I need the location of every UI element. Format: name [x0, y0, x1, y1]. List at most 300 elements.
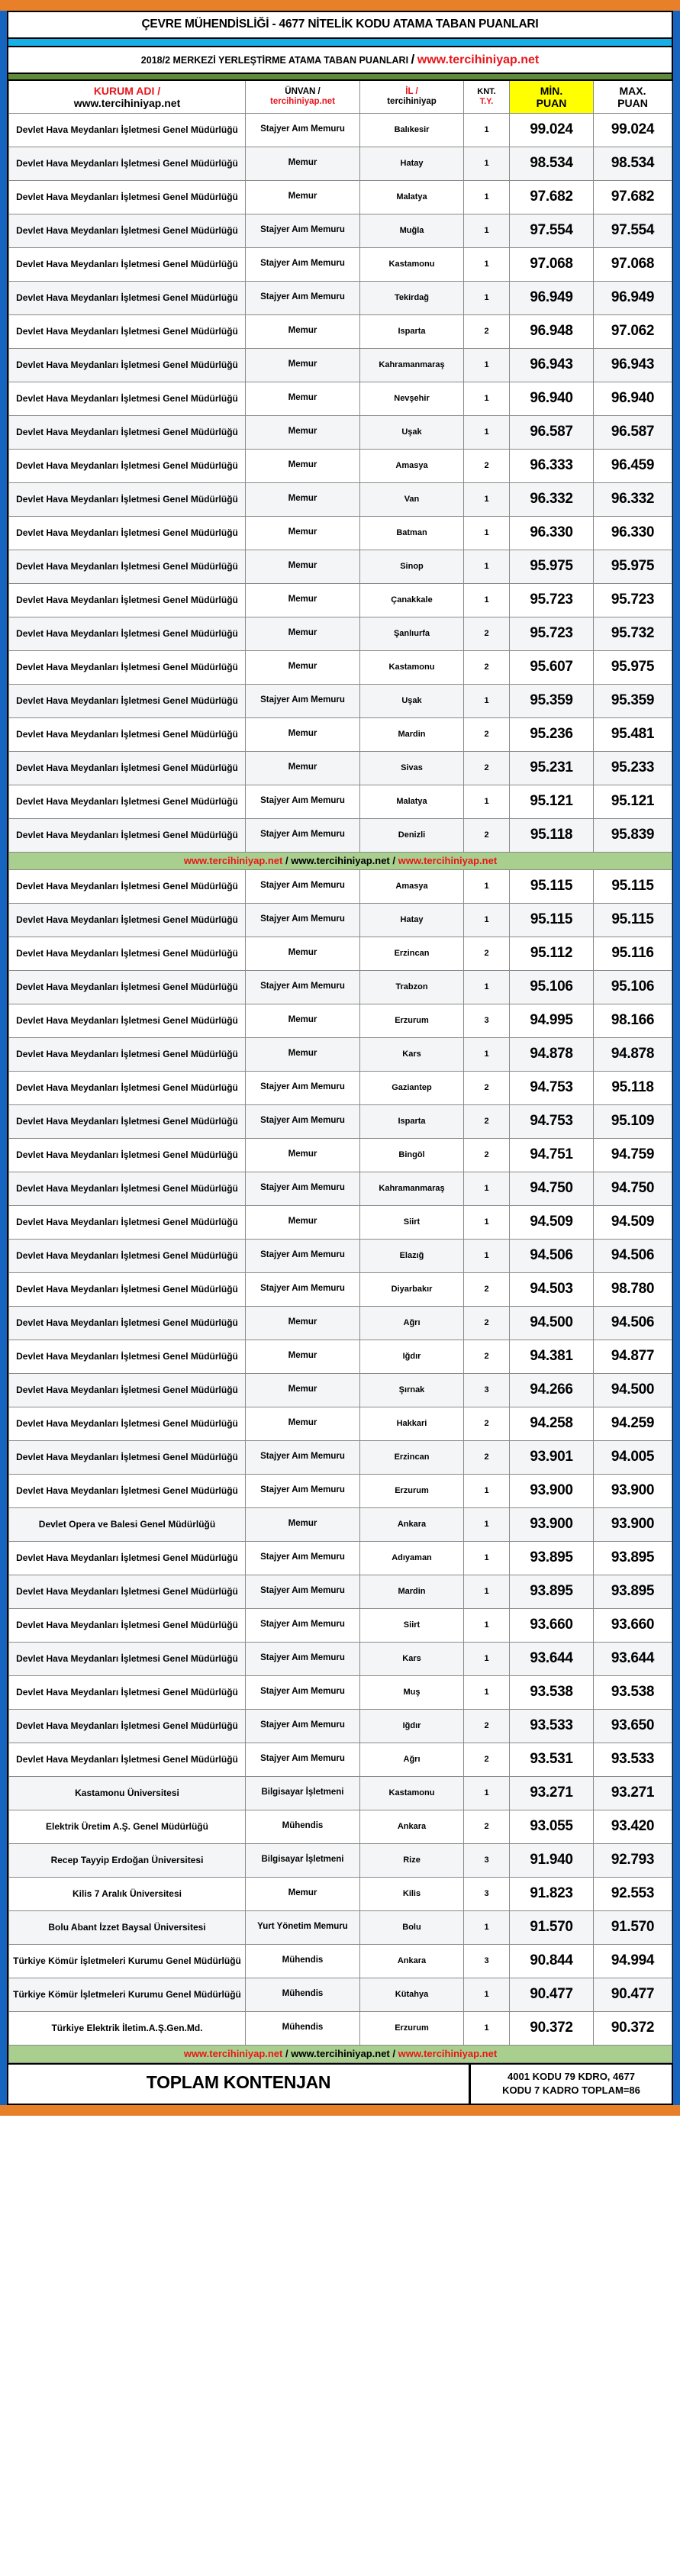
- cell-unvan: Memur: [246, 550, 360, 583]
- cell-kontenjan: 2: [464, 937, 510, 970]
- cyan-divider-band: [8, 39, 672, 47]
- promo-sep-2: /: [389, 2047, 398, 2059]
- cell-il: Nevşehir: [360, 382, 464, 415]
- cell-unvan: Stajyer Aım Memuru: [246, 1272, 360, 1306]
- cell-min-puan: 97.554: [510, 214, 594, 247]
- cell-min-puan: 93.895: [510, 1541, 594, 1575]
- cell-max-puan: 98.780: [594, 1272, 672, 1306]
- table-row[interactable]: [9, 180, 672, 214]
- cell-il: Isparta: [360, 1104, 464, 1138]
- cell-kurum-adi: Devlet Hava Meydanları İşletmesi Genel Müdürlüğü: [9, 1239, 246, 1272]
- table-row[interactable]: [9, 1306, 672, 1340]
- table-row[interactable]: [9, 1675, 672, 1709]
- table-row[interactable]: [9, 1004, 672, 1037]
- cell-kurum-adi: Devlet Hava Meydanları İşletmesi Genel Müdürlüğü: [9, 970, 246, 1004]
- table-row[interactable]: [9, 550, 672, 583]
- cell-il: Sivas: [360, 751, 464, 785]
- table-row[interactable]: [9, 818, 672, 852]
- cell-kurum-adi: Devlet Hava Meydanları İşletmesi Genel Müdürlüğü: [9, 1675, 246, 1709]
- page-title: ÇEVRE MÜHENDİSLİĞİ - 4677 NİTELİK KODU ATAMA TABAN PUANLARI: [8, 12, 672, 39]
- table-row[interactable]: [9, 415, 672, 449]
- subtitle-site-link[interactable]: www.tercihiniyap.net: [417, 53, 540, 66]
- cell-unvan: Memur: [246, 147, 360, 180]
- cell-kontenjan: 1: [464, 1675, 510, 1709]
- cell-kurum-adi: Devlet Hava Meydanları İşletmesi Genel Müdürlüğü: [9, 717, 246, 751]
- table-row[interactable]: [9, 348, 672, 382]
- cell-max-puan: 92.553: [594, 1877, 672, 1910]
- table-body: [9, 113, 672, 2062]
- cell-min-puan: 95.115: [510, 903, 594, 937]
- kurum-header-line1: KURUM ADI /: [93, 84, 161, 97]
- cell-unvan: Stajyer Aım Memuru: [246, 1104, 360, 1138]
- cell-kurum-adi: Devlet Hava Meydanları İşletmesi Genel Müdürlüğü: [9, 818, 246, 852]
- cell-max-puan: 95.106: [594, 970, 672, 1004]
- cell-min-puan: 94.751: [510, 1138, 594, 1172]
- cell-il: Erzincan: [360, 1440, 464, 1474]
- cell-unvan: Mühendis: [246, 1810, 360, 1843]
- column-header-min-puan[interactable]: [510, 81, 594, 113]
- cell-min-puan: 90.844: [510, 1944, 594, 1978]
- cell-min-puan: 95.723: [510, 617, 594, 650]
- cell-unvan: Memur: [246, 1037, 360, 1071]
- cell-max-puan: 90.477: [594, 1978, 672, 2011]
- column-header-unvan[interactable]: [246, 81, 360, 113]
- table-row[interactable]: [9, 382, 672, 415]
- promo-link-3[interactable]: www.tercihiniyap.net: [398, 2047, 498, 2059]
- cell-il: Ağrı: [360, 1743, 464, 1776]
- table-row[interactable]: [9, 650, 672, 684]
- cell-kurum-adi: Türkiye Elektrik İletim.A.Ş.Gen.Md.: [9, 2011, 246, 2045]
- cell-kontenjan: 3: [464, 1843, 510, 1877]
- table-row[interactable]: [9, 1172, 672, 1205]
- table-row[interactable]: [9, 1071, 672, 1104]
- cell-kurum-adi: Devlet Hava Meydanları İşletmesi Genel Müdürlüğü: [9, 516, 246, 550]
- il-header-line1: İL /: [405, 86, 418, 96]
- cell-kontenjan: 2: [464, 751, 510, 785]
- document-card: [7, 11, 673, 2105]
- table-row[interactable]: [9, 113, 672, 147]
- cell-max-puan: 93.895: [594, 1541, 672, 1575]
- cell-max-puan: 90.372: [594, 2011, 672, 2045]
- cell-kontenjan: 2: [464, 1810, 510, 1843]
- column-header-max-puan[interactable]: [594, 81, 672, 113]
- cell-kurum-adi: Devlet Hava Meydanları İşletmesi Genel Müdürlüğü: [9, 247, 246, 281]
- cell-il: Diyarbakır: [360, 1272, 464, 1306]
- cell-kontenjan: 1: [464, 1037, 510, 1071]
- promo-text[interactable]: [9, 852, 672, 869]
- cell-min-puan: 96.333: [510, 449, 594, 482]
- cell-max-puan: 93.900: [594, 1474, 672, 1507]
- total-kontenjan-value: [471, 2065, 672, 2104]
- cell-kontenjan: 2: [464, 1104, 510, 1138]
- cell-il: Adıyaman: [360, 1541, 464, 1575]
- cell-il: Gaziantep: [360, 1071, 464, 1104]
- total-kontenjan-label: TOPLAM KONTENJAN: [8, 2065, 471, 2104]
- cell-il: Ankara: [360, 1810, 464, 1843]
- cell-min-puan: 94.750: [510, 1172, 594, 1205]
- cell-il: Batman: [360, 516, 464, 550]
- table-row[interactable]: [9, 1541, 672, 1575]
- cell-max-puan: 96.587: [594, 415, 672, 449]
- cell-max-puan: 95.109: [594, 1104, 672, 1138]
- cell-il: Malatya: [360, 785, 464, 818]
- table-row[interactable]: [9, 1575, 672, 1608]
- cell-min-puan: 93.900: [510, 1507, 594, 1541]
- cell-min-puan: 91.823: [510, 1877, 594, 1910]
- cell-kurum-adi: Devlet Hava Meydanları İşletmesi Genel Müdürlüğü: [9, 281, 246, 314]
- subtitle-separator: /: [411, 52, 415, 66]
- cell-min-puan: 98.534: [510, 147, 594, 180]
- cell-min-puan: 97.068: [510, 247, 594, 281]
- cell-min-puan: 95.607: [510, 650, 594, 684]
- cell-kurum-adi: Kilis 7 Aralık Üniversitesi: [9, 1877, 246, 1910]
- cell-max-puan: 94.750: [594, 1172, 672, 1205]
- table-row[interactable]: [9, 1743, 672, 1776]
- table-row[interactable]: [9, 717, 672, 751]
- cell-min-puan: 94.258: [510, 1407, 594, 1440]
- cell-il: Kahramanmaraş: [360, 348, 464, 382]
- cell-kurum-adi: Türkiye Kömür İşletmeleri Kurumu Genel Müdürlüğü: [9, 1978, 246, 2011]
- blue-frame: [0, 11, 680, 2105]
- cell-max-puan: 98.534: [594, 147, 672, 180]
- table-row[interactable]: [9, 785, 672, 818]
- cell-min-puan: 93.900: [510, 1474, 594, 1507]
- cell-unvan: Memur: [246, 1205, 360, 1239]
- cell-kurum-adi: Türkiye Kömür İşletmeleri Kurumu Genel Müdürlüğü: [9, 1944, 246, 1978]
- cell-unvan: Stajyer Aım Memuru: [246, 970, 360, 1004]
- column-header-knt[interactable]: [464, 81, 510, 113]
- table-row[interactable]: [9, 1978, 672, 2011]
- cell-kontenjan: 1: [464, 1239, 510, 1272]
- cell-max-puan: 97.068: [594, 247, 672, 281]
- cell-il: Tekirdağ: [360, 281, 464, 314]
- cell-il: Hatay: [360, 147, 464, 180]
- cell-min-puan: 95.975: [510, 550, 594, 583]
- table-row[interactable]: [9, 147, 672, 180]
- cell-min-puan: 99.024: [510, 113, 594, 147]
- table-row[interactable]: [9, 937, 672, 970]
- table-row[interactable]: [9, 1037, 672, 1071]
- cell-kontenjan: 1: [464, 1474, 510, 1507]
- cell-unvan: Memur: [246, 348, 360, 382]
- table-row[interactable]: [9, 1474, 672, 1507]
- cell-unvan: Stajyer Aım Memuru: [246, 113, 360, 147]
- cell-kurum-adi: Bolu Abant İzzet Baysal Üniversitesi: [9, 1910, 246, 1944]
- cell-kontenjan: 3: [464, 1944, 510, 1978]
- cell-min-puan: 94.509: [510, 1205, 594, 1239]
- table-row[interactable]: [9, 1810, 672, 1843]
- cell-unvan: Stajyer Aım Memuru: [246, 1709, 360, 1743]
- table-header-row: [9, 81, 672, 113]
- cell-il: Denizli: [360, 818, 464, 852]
- cell-min-puan: 93.660: [510, 1608, 594, 1642]
- table-row[interactable]: [9, 1843, 672, 1877]
- cell-unvan: Stajyer Aım Memuru: [246, 785, 360, 818]
- cell-il: Uşak: [360, 684, 464, 717]
- cell-min-puan: 95.231: [510, 751, 594, 785]
- footer-total-row: [8, 2063, 672, 2104]
- cell-max-puan: 94.877: [594, 1340, 672, 1373]
- cell-max-puan: 95.839: [594, 818, 672, 852]
- table-row[interactable]: [9, 2011, 672, 2045]
- cell-unvan: Memur: [246, 1877, 360, 1910]
- table-row[interactable]: [9, 1642, 672, 1675]
- cell-il: Malatya: [360, 180, 464, 214]
- cell-max-puan: 93.533: [594, 1743, 672, 1776]
- cell-unvan: Memur: [246, 583, 360, 617]
- table-row[interactable]: [9, 1440, 672, 1474]
- promo-link-2[interactable]: www.tercihiniyap.net: [291, 854, 390, 866]
- cell-il: Kahramanmaraş: [360, 1172, 464, 1205]
- cell-kurum-adi: Devlet Hava Meydanları İşletmesi Genel Müdürlüğü: [9, 1071, 246, 1104]
- cell-unvan: Memur: [246, 382, 360, 415]
- cell-kontenjan: 2: [464, 1071, 510, 1104]
- cell-min-puan: 91.570: [510, 1910, 594, 1944]
- cell-kurum-adi: Devlet Hava Meydanları İşletmesi Genel Müdürlüğü: [9, 1272, 246, 1306]
- cell-kurum-adi: Devlet Hava Meydanları İşletmesi Genel Müdürlüğü: [9, 1474, 246, 1507]
- cell-kurum-adi: Devlet Hava Meydanları İşletmesi Genel Müdürlüğü: [9, 1709, 246, 1743]
- cell-max-puan: 95.732: [594, 617, 672, 650]
- cell-il: Kastamonu: [360, 650, 464, 684]
- cell-max-puan: 96.459: [594, 449, 672, 482]
- promo-link-1[interactable]: www.tercihiniyap.net: [183, 2047, 283, 2059]
- cell-unvan: Stajyer Aım Memuru: [246, 1239, 360, 1272]
- cell-il: Isparta: [360, 314, 464, 348]
- promo-link-3[interactable]: www.tercihiniyap.net: [398, 854, 498, 866]
- knt-header-line2: T.Y.: [479, 96, 494, 106]
- table-row[interactable]: [9, 1138, 672, 1172]
- cell-kurum-adi: Devlet Hava Meydanları İşletmesi Genel Müdürlüğü: [9, 684, 246, 717]
- table-row[interactable]: [9, 1373, 672, 1407]
- table-row[interactable]: [9, 970, 672, 1004]
- promo-link-2[interactable]: www.tercihiniyap.net: [291, 2047, 390, 2059]
- cell-kurum-adi: Devlet Hava Meydanları İşletmesi Genel Müdürlüğü: [9, 314, 246, 348]
- cell-max-puan: 96.330: [594, 516, 672, 550]
- cell-max-puan: 95.116: [594, 937, 672, 970]
- table-row[interactable]: [9, 1205, 672, 1239]
- cell-kurum-adi: Devlet Hava Meydanları İşletmesi Genel Müdürlüğü: [9, 785, 246, 818]
- table-row[interactable]: [9, 1407, 672, 1440]
- cell-kurum-adi: Devlet Hava Meydanları İşletmesi Genel Müdürlüğü: [9, 1340, 246, 1373]
- table-row[interactable]: [9, 1910, 672, 1944]
- cell-max-puan: 96.940: [594, 382, 672, 415]
- cell-kontenjan: 2: [464, 650, 510, 684]
- cell-kontenjan: 1: [464, 281, 510, 314]
- cell-min-puan: 96.949: [510, 281, 594, 314]
- cell-max-puan: 94.506: [594, 1239, 672, 1272]
- cell-unvan: Stajyer Aım Memuru: [246, 1575, 360, 1608]
- cell-kurum-adi: Devlet Hava Meydanları İşletmesi Genel Müdürlüğü: [9, 937, 246, 970]
- table-row[interactable]: [9, 314, 672, 348]
- table-row[interactable]: [9, 482, 672, 516]
- cell-min-puan: 94.506: [510, 1239, 594, 1272]
- cell-kurum-adi: Devlet Opera ve Balesi Genel Müdürlüğü: [9, 1507, 246, 1541]
- cell-max-puan: 93.644: [594, 1642, 672, 1675]
- cell-max-puan: 95.359: [594, 684, 672, 717]
- table-row[interactable]: [9, 516, 672, 550]
- cell-il: Siirt: [360, 1608, 464, 1642]
- cell-unvan: Memur: [246, 415, 360, 449]
- cell-kontenjan: 1: [464, 1776, 510, 1810]
- cell-max-puan: 95.233: [594, 751, 672, 785]
- cell-max-puan: 95.115: [594, 869, 672, 903]
- table-row[interactable]: [9, 684, 672, 717]
- cell-il: Erzurum: [360, 1004, 464, 1037]
- cell-unvan: Memur: [246, 180, 360, 214]
- cell-kontenjan: 1: [464, 180, 510, 214]
- cell-kontenjan: 1: [464, 247, 510, 281]
- cell-min-puan: 95.115: [510, 869, 594, 903]
- table-row[interactable]: [9, 1877, 672, 1910]
- cell-kurum-adi: Devlet Hava Meydanları İşletmesi Genel Müdürlüğü: [9, 903, 246, 937]
- cell-il: Mardin: [360, 1575, 464, 1608]
- cell-min-puan: 93.538: [510, 1675, 594, 1709]
- cell-il: Erzurum: [360, 1474, 464, 1507]
- table-row[interactable]: [9, 281, 672, 314]
- max-header-line1: MAX.: [619, 84, 646, 97]
- cell-kontenjan: 1: [464, 1910, 510, 1944]
- promo-separator-row: [9, 2045, 672, 2062]
- cell-kurum-adi: Devlet Hava Meydanları İşletmesi Genel Müdürlüğü: [9, 1205, 246, 1239]
- min-header-line1: MİN.: [540, 84, 563, 97]
- cell-kontenjan: 2: [464, 1709, 510, 1743]
- knt-header-line1: KNT.: [477, 87, 496, 97]
- cell-min-puan: 90.477: [510, 1978, 594, 2011]
- cell-kontenjan: 1: [464, 516, 510, 550]
- cell-kontenjan: 2: [464, 449, 510, 482]
- cell-il: Muğla: [360, 214, 464, 247]
- cell-kurum-adi: Devlet Hava Meydanları İşletmesi Genel Müdürlüğü: [9, 482, 246, 516]
- cell-min-puan: 94.503: [510, 1272, 594, 1306]
- cell-min-puan: 95.106: [510, 970, 594, 1004]
- table-row[interactable]: [9, 247, 672, 281]
- promo-link-1[interactable]: www.tercihiniyap.net: [183, 854, 283, 866]
- cell-min-puan: 94.753: [510, 1104, 594, 1138]
- cell-unvan: Stajyer Aım Memuru: [246, 869, 360, 903]
- table-row[interactable]: [9, 1272, 672, 1306]
- cell-min-puan: 93.271: [510, 1776, 594, 1810]
- cell-kurum-adi: Devlet Hava Meydanları İşletmesi Genel Müdürlüğü: [9, 869, 246, 903]
- total-line-2: KODU 7 KADRO TOPLAM=86: [502, 2084, 640, 2097]
- cell-min-puan: 94.878: [510, 1037, 594, 1071]
- cell-min-puan: 90.372: [510, 2011, 594, 2045]
- cell-unvan: Stajyer Aım Memuru: [246, 1608, 360, 1642]
- cell-il: Şanlıurfa: [360, 617, 464, 650]
- cell-kurum-adi: Devlet Hava Meydanları İşletmesi Genel Müdürlüğü: [9, 180, 246, 214]
- cell-max-puan: 93.895: [594, 1575, 672, 1608]
- cell-il: Ankara: [360, 1944, 464, 1978]
- green-divider-band: [8, 74, 672, 81]
- cell-max-puan: 95.723: [594, 583, 672, 617]
- cell-kontenjan: 3: [464, 1877, 510, 1910]
- cell-max-puan: 96.949: [594, 281, 672, 314]
- cell-kurum-adi: Devlet Hava Meydanları İşletmesi Genel Müdürlüğü: [9, 1608, 246, 1642]
- cell-max-puan: 94.259: [594, 1407, 672, 1440]
- cell-il: Kütahya: [360, 1978, 464, 2011]
- table-row[interactable]: [9, 1104, 672, 1138]
- cell-unvan: Stajyer Aım Memuru: [246, 1440, 360, 1474]
- cell-unvan: Stajyer Aım Memuru: [246, 1071, 360, 1104]
- cell-unvan: Memur: [246, 617, 360, 650]
- cell-il: Iğdır: [360, 1709, 464, 1743]
- table-row[interactable]: [9, 1340, 672, 1373]
- cell-il: Amasya: [360, 449, 464, 482]
- column-header-il[interactable]: [360, 81, 464, 113]
- column-header-kurum[interactable]: [9, 81, 246, 113]
- cell-max-puan: 94.994: [594, 1944, 672, 1978]
- table-row[interactable]: [9, 751, 672, 785]
- cell-kurum-adi: Devlet Hava Meydanları İşletmesi Genel Müdürlüğü: [9, 550, 246, 583]
- promo-text[interactable]: [9, 2045, 672, 2062]
- cell-unvan: Stajyer Aım Memuru: [246, 214, 360, 247]
- cell-min-puan: 93.531: [510, 1743, 594, 1776]
- cell-kurum-adi: Devlet Hava Meydanları İşletmesi Genel Müdürlüğü: [9, 1138, 246, 1172]
- cell-max-puan: 94.005: [594, 1440, 672, 1474]
- cell-kontenjan: 1: [464, 482, 510, 516]
- total-line-1: 4001 KODU 79 KDRO, 4677: [508, 2070, 635, 2082]
- table-row[interactable]: [9, 1944, 672, 1978]
- table-row[interactable]: [9, 214, 672, 247]
- cell-kontenjan: 1: [464, 583, 510, 617]
- cell-il: Kastamonu: [360, 247, 464, 281]
- il-header-line2: tercihiniyap: [387, 96, 437, 106]
- cell-kontenjan: 1: [464, 1642, 510, 1675]
- cell-max-puan: 94.506: [594, 1306, 672, 1340]
- table-row[interactable]: [9, 1507, 672, 1541]
- cell-min-puan: 94.381: [510, 1340, 594, 1373]
- table-row[interactable]: [9, 869, 672, 903]
- table-row[interactable]: [9, 1239, 672, 1272]
- table-row[interactable]: [9, 617, 672, 650]
- cell-min-puan: 95.236: [510, 717, 594, 751]
- cell-kontenjan: 1: [464, 1575, 510, 1608]
- cell-kontenjan: 2: [464, 1743, 510, 1776]
- cell-kurum-adi: Devlet Hava Meydanları İşletmesi Genel Müdürlüğü: [9, 147, 246, 180]
- cell-kontenjan: 1: [464, 903, 510, 937]
- cell-il: Ankara: [360, 1507, 464, 1541]
- cell-max-puan: 97.062: [594, 314, 672, 348]
- cell-unvan: Yurt Yönetim Memuru: [246, 1910, 360, 1944]
- cell-unvan: Memur: [246, 516, 360, 550]
- cell-il: Uşak: [360, 415, 464, 449]
- cell-max-puan: 93.900: [594, 1507, 672, 1541]
- cell-kontenjan: 1: [464, 684, 510, 717]
- kurum-header-line2: www.tercihiniyap.net: [73, 96, 181, 109]
- cell-max-puan: 91.570: [594, 1910, 672, 1944]
- cell-kurum-adi: Devlet Hava Meydanları İşletmesi Genel Müdürlüğü: [9, 1407, 246, 1440]
- cell-il: Mardin: [360, 717, 464, 751]
- cell-il: Bolu: [360, 1910, 464, 1944]
- cell-unvan: Mühendis: [246, 2011, 360, 2045]
- cell-max-puan: 94.759: [594, 1138, 672, 1172]
- cell-kurum-adi: Recep Tayyip Erdoğan Üniversitesi: [9, 1843, 246, 1877]
- cell-kontenjan: 2: [464, 818, 510, 852]
- table-row[interactable]: [9, 1608, 672, 1642]
- table-row[interactable]: [9, 583, 672, 617]
- cell-il: Sinop: [360, 550, 464, 583]
- cell-unvan: Bilgisayar İşletmeni: [246, 1843, 360, 1877]
- table-row[interactable]: [9, 449, 672, 482]
- cell-min-puan: 95.121: [510, 785, 594, 818]
- table-row[interactable]: [9, 1709, 672, 1743]
- max-header-line2: PUAN: [617, 96, 648, 109]
- cell-kurum-adi: Devlet Hava Meydanları İşletmesi Genel Müdürlüğü: [9, 382, 246, 415]
- cell-min-puan: 95.359: [510, 684, 594, 717]
- table-row[interactable]: [9, 903, 672, 937]
- cell-max-puan: 94.509: [594, 1205, 672, 1239]
- cell-il: Muş: [360, 1675, 464, 1709]
- table-row[interactable]: [9, 1776, 672, 1810]
